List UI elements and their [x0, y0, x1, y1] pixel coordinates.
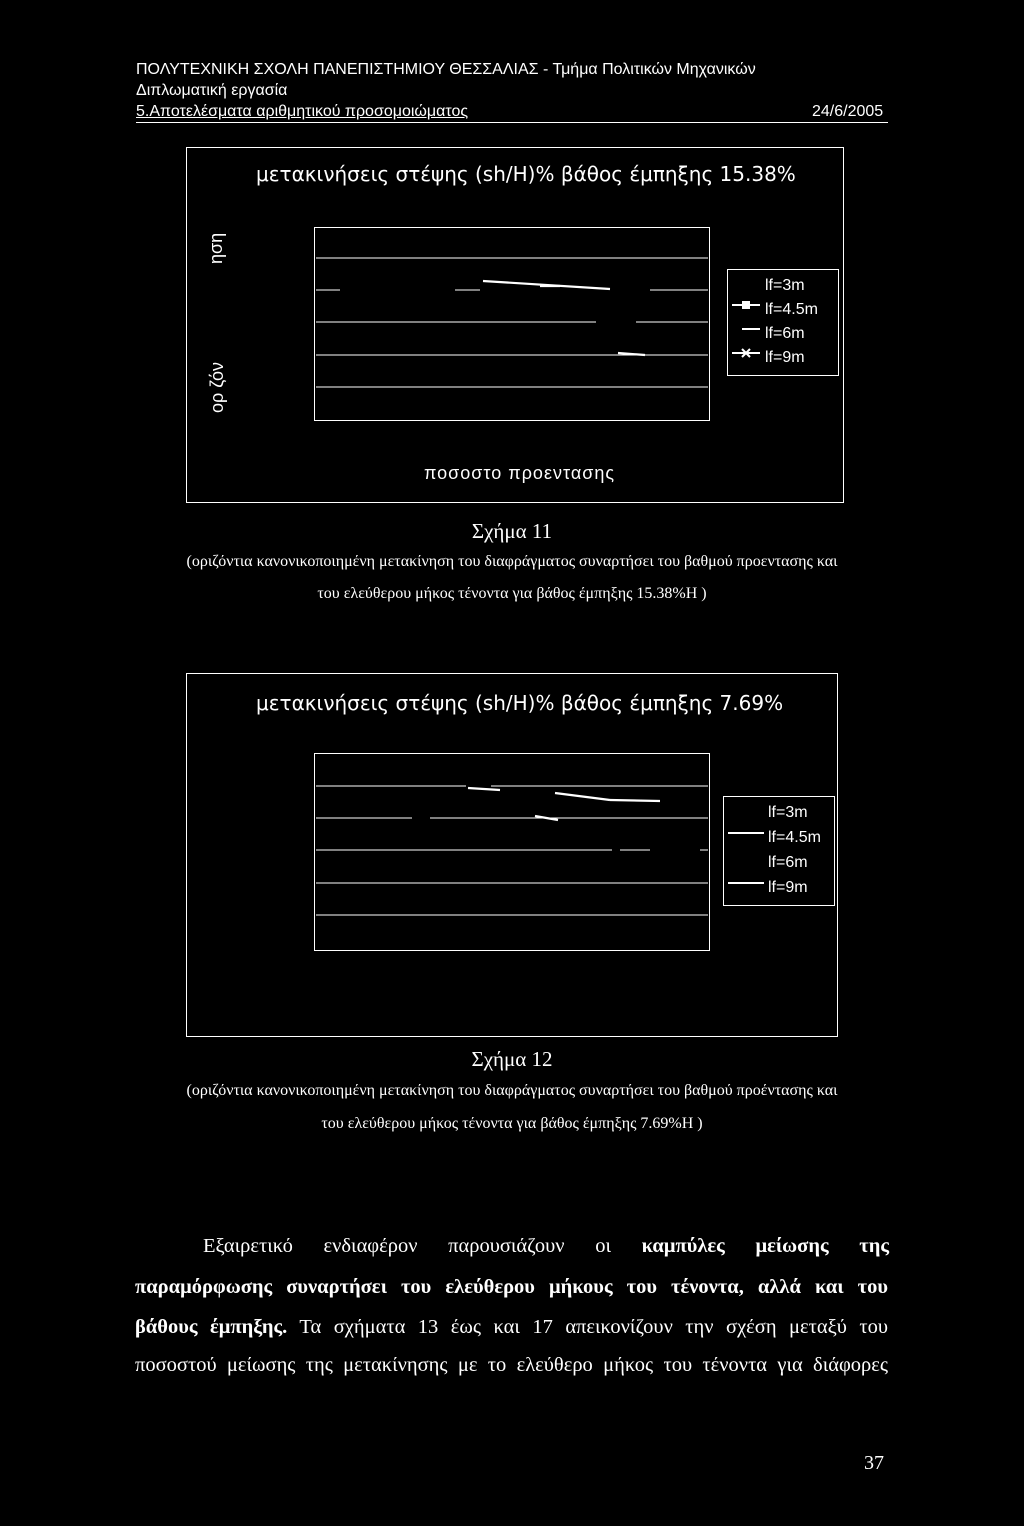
figure12-chart-title: μετακινήσεις στέψης (sh/H)% βάθος έμπηξης 7.69% — [256, 691, 784, 715]
body-line-1: Εξαιρετικό ενδιαφέρον παρουσιάζουν οι καμπύλες μείωσης της — [203, 1235, 889, 1257]
body-line-2: παραμόρφωσης συναρτήσει του ελεύθερου μήκους του τένοντα, αλλά και του — [135, 1276, 888, 1298]
figure11-x-label: ποσοστο προεντασης — [424, 463, 616, 483]
figure12-caption-title: Σχήμα 12 — [471, 1047, 553, 1071]
figure12-caption-line2: του ελεύθερου μήκος τένοντα για βάθος έμπηξης 7.69%H ) — [321, 1115, 703, 1132]
figure11-y-label-bottom: ορ ζόν — [207, 362, 227, 413]
figure12-legend-lf9: lf=9m — [728, 878, 808, 898]
figure11-legend-lf3: lf=3m — [765, 277, 805, 294]
figure12-series-lines — [468, 788, 660, 820]
figure11-legend-lf6: lf=6m — [732, 324, 805, 344]
figure12-legend-lf6: lf=6m — [768, 854, 808, 871]
figure12-caption-line1: (οριζόντια κανονικοποιημένη μετακίνηση του διαφράγματος συναρτήσει του βαθμού προέντασης και — [186, 1082, 838, 1099]
figure12-series-line — [555, 793, 610, 800]
figure11-caption-title: Σχήμα 11 — [471, 519, 553, 543]
figure11-caption-line1: (οριζόντια κανονικοποιημένη μετακίνηση του διαφράγματος συναρτήσει του βαθμού προεντασης και — [186, 553, 838, 570]
figure12-legend-lf45: lf=4.5m — [728, 828, 821, 848]
figure12-legend — [723, 796, 835, 906]
page-number: 37 — [864, 1452, 884, 1474]
line-marker-icon — [728, 824, 764, 844]
figure11-y-label-top: ηση — [206, 232, 226, 264]
figure11-caption-line2: του ελεύθερου μήκος τένοντα για βάθος έμπηξης 15.38%H ) — [317, 585, 707, 602]
body-line-4: ποσοστού μείωσης της μετακίνησης με το ελεύθερο μήκος του τένοντα για διάφορες — [135, 1354, 888, 1376]
figure11-legend-lf9: lf=9m — [732, 348, 805, 368]
figure11-chart-title: μετακινήσεις στέψης (sh/H)% βάθος έμπηξης 15.38% — [256, 162, 796, 186]
figure11-legend-lf45: lf=4.5m — [732, 300, 818, 320]
line-marker-icon — [728, 874, 764, 894]
header-chapter: 5.Αποτελέσματα αριθμητικού προσομοιώματος — [136, 103, 469, 120]
figure12-gridlines — [316, 786, 708, 915]
body-line-3: βάθους έμπηξης. Τα σχήματα 13 έως και 17 απεικονίζουν την σχέση μεταξύ του — [135, 1316, 888, 1338]
figure12-series-line — [610, 800, 660, 801]
figure12-legend-lf3: lf=3m — [768, 804, 808, 821]
figure12-series-line — [468, 788, 500, 790]
header-doc-type: Διπλωματική εργασία — [136, 82, 288, 99]
header-date: 24/6/2005 — [812, 103, 884, 120]
header-institution: ΠΟΛΥΤΕΧΝΙΚΗ ΣΧΟΛΗ ΠΑΝΕΠΙΣΤΗΜΙΟΥ ΘΕΣΣΑΛΙΑΣ - Τμήμα Πολιτικών Μηχανικών — [136, 61, 756, 78]
